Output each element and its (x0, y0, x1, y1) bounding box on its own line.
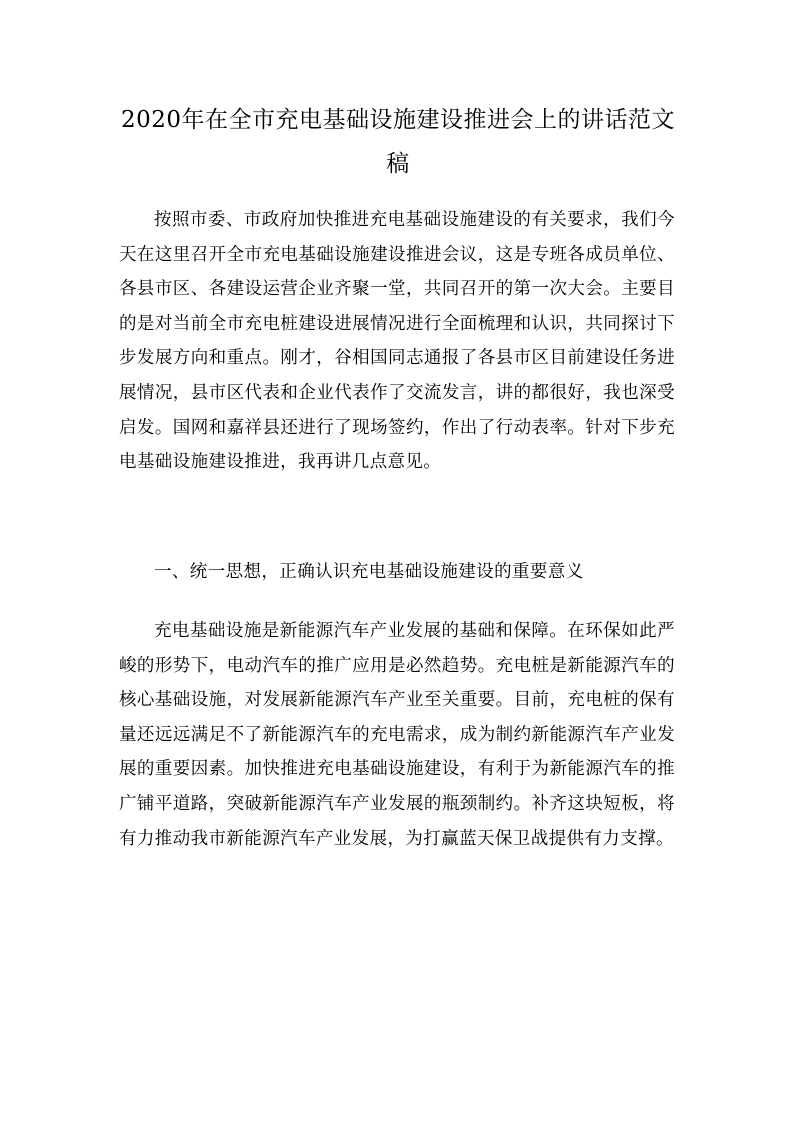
section-heading: 一、统一思想，正确认识充电基础设施建设的重要意义 (154, 562, 584, 582)
document-title: 2020年在全市充电基础设施建设推进会上的讲话范文稿 (120, 107, 676, 177)
section-paragraph: 充电基础设施是新能源汽车产业发展的基础和保障。在环保如此严峻的形势下，电动汽车的推广应用是必然趋势。充电桩是新能源汽车的核心基础设施，对发展新能源汽车产业至关重要。目前，充电桩的保有量还远远满足不了新能源汽车的充电需求，成为制约新能源汽车产业发展的重要因素。加快推进充电基础设施建设，有利于为新能源汽车的推广铺平道路，突破新能源汽车产业发展的瓶颈制约。补齐这块短板，将有力推动我市新能源汽车产业发展，为打赢蓝天保卫战提供有力支撑。 (119, 621, 675, 849)
intro-paragraph: 按照市委、市政府加快推进充电基础设施建设的有关要求，我们今天在这里召开全市充电基础设施建设推进会议，这是专班各成员单位、各县市区、各建设运营企业齐聚一堂，共同召开的第一次大会。主要目的是对当前全市充电桩建设进展情况进行全面梳理和认识，共同探讨下步发展方向和重点。刚才，谷相国同志通报了各县市区目前建设任务进展情况，县市区代表和企业代表作了交流发言，讲的都很好，我也深受启发。国网和嘉祥县还进行了现场签约，作出了行动表率。针对下步充电基础设施建设推进，我再讲几点意见。 (119, 210, 675, 473)
